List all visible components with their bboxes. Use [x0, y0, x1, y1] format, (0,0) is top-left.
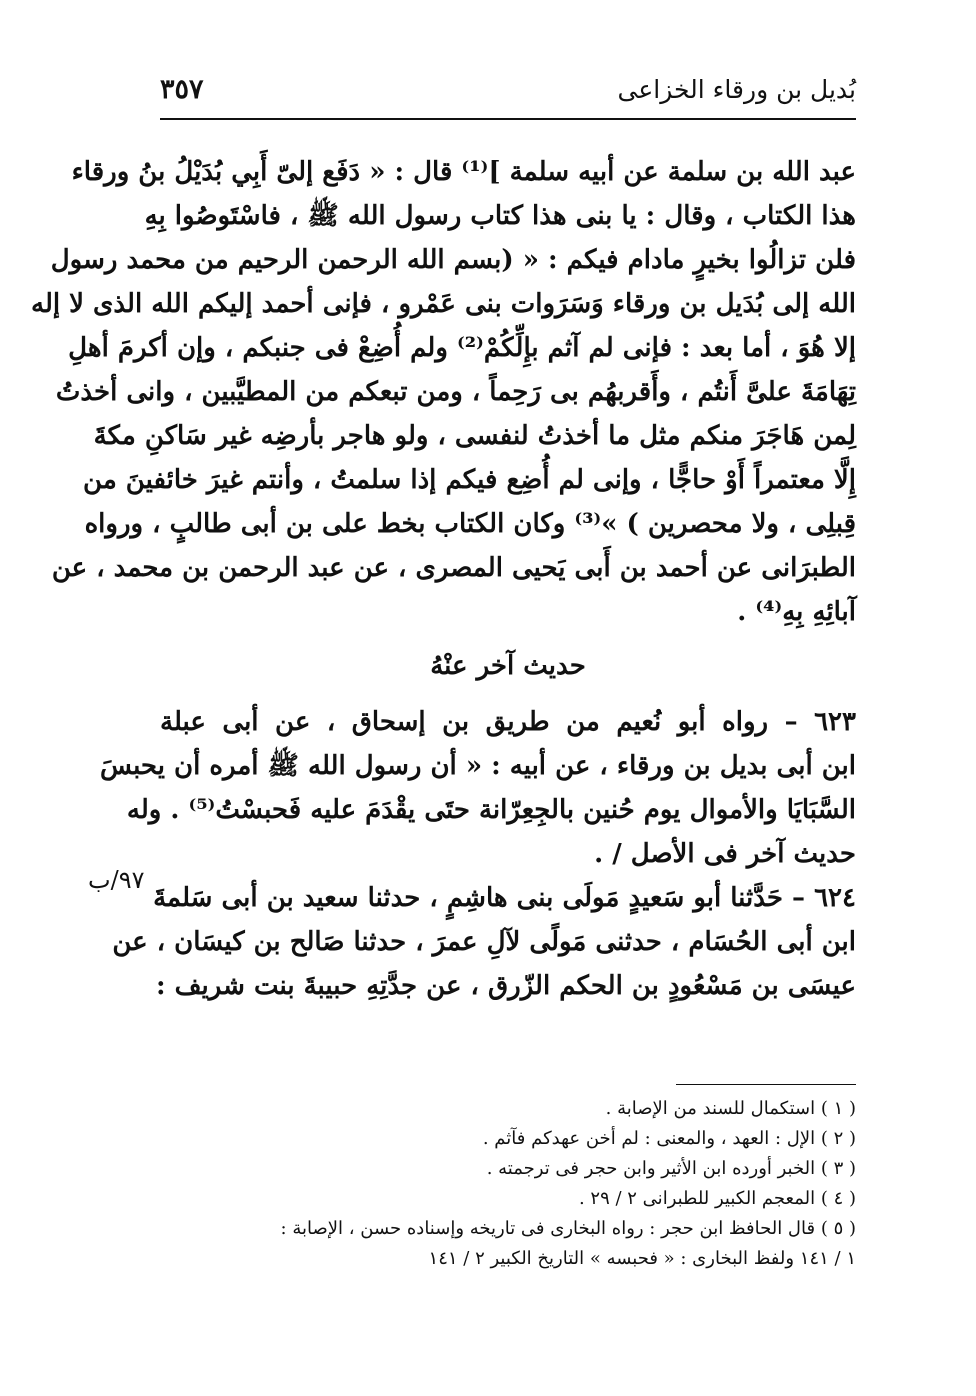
running-title: بُديل بن ورقاء الخزاعى	[617, 74, 856, 104]
text-line: الله إلى بُدَيل بن ورقاء وَسَرَوات بنى عَمْرو ، فإنى أحمد إليكم الله الذى لا إله	[31, 289, 856, 319]
footnote: ( ٤ ) المعجم الكبير للطبرانى ٢ / ٢٩ .	[578, 1188, 856, 1209]
header-rule	[160, 118, 856, 120]
text-line: السَّبَايَا والأموال يوم حُنين بالجِعِرّانة حتَى يقْدَمَ عليه فَحبسْتُ⁽⁵⁾ . وله	[126, 795, 856, 825]
text-line: ابن أبى بديل بن ورقاء ، عن أبيه : « أن رسول الله ﷺ أمره أن يحبسَ	[99, 751, 856, 781]
text-line: عبد الله بن سلمة عن أبيه سلمة ]⁽¹⁾ قال : « دَفَع إلىّ أَبِي بُدَيْلُ بنُ ورقاء	[71, 157, 856, 187]
page-number: ٣٥٧	[160, 73, 204, 105]
footnote: ( ١ ) استكمال للسند من الإصابة .	[605, 1098, 856, 1119]
footnote: ( ٣ ) الخبر أورده ابن الأثير وابن حجر فى ترجمته .	[486, 1158, 856, 1179]
text-line: ابن أبى الحُسَام ، حدثنى مَولًى لآلِ عمرَ ، حدثنا صَالح بن كيسَان ، عن	[112, 927, 856, 957]
text-line: آبائِهِ بِهِ⁽⁴⁾ .	[737, 597, 856, 627]
section-heading: حديث آخر عنْهُ	[430, 651, 586, 681]
text-line: تِهَامَةَ علىَّ أَنتُم ، وأَقربهُم بى رَحِماً ، ومن تبعكم من المطيَّبين ، وانى أخذتُ	[55, 377, 856, 407]
footnote-rule	[676, 1084, 856, 1085]
footnotes	[160, 1094, 856, 1274]
footnote: ( ٥ ) قال الحافظ ابن حجر : رواه البخارى فى تاريخه وإسناده حسن ، الإصابة :	[280, 1218, 856, 1239]
footnote-continuation: ١ / ١٤١ ولفظ البخارى : « فحبسه » التاريخ الكبير ٢ / ١٤١	[428, 1248, 856, 1269]
footnote: ( ٢ ) الإل : العهد ، والمعنى : لم أخن عهدكم فآثم .	[482, 1128, 856, 1149]
text-line: ٦٢٣ – رواه أبو نُعيم من طريق بن إسحاق ، عن أبى عبلة	[160, 707, 856, 737]
text-line: إلا هُوَ ، أما بعد : فإنى لم آثم بإِلِّكُمْ⁽²⁾ ولم أُضِعْ فى جنبكم ، وإن أكرمَ أهلِ	[68, 333, 856, 363]
text-line: حديث آخر فى الأصل / .	[594, 839, 856, 869]
text-line: الطبرَانى عن أحمد بن أَبى يَحيى المصرى ، عن عبد الرحمن بن محمد ، عن	[51, 553, 856, 583]
text-line: فلن تزالُوا بخيرٍ مادام فيكم : « (بسم الله الرحمن الرحيم من محمد رسول	[50, 245, 856, 275]
text-line: هذا الكتاب ، وقال : يا بنى هذا كتاب رسول الله ﷺ ، فاسْتَوصُوا بِهِ	[144, 201, 856, 231]
page-header	[160, 64, 856, 114]
text-line: ٦٢٤ – حَدَّثنا أبو سَعيدٍ مَولَى بنى هاشِمٍ ، حدثنا سعيد بن أبى سَلمةَ	[153, 883, 856, 913]
text-line: لِمن هَاجَرَ منكم مثل ما أخذتُ لنفسى ، ولو هاجر بأرضِه غير سَاكنِ مكةَ	[93, 421, 856, 451]
manuscript-folio-note: ٩٧/ب	[88, 866, 145, 894]
text-line: إِلَّا معتمراً أَوْ حاجًّا ، وإنى لم أُضِع فيكم إذا سلمتُ ، وأنتم غيرَ خائفينَ من	[83, 465, 856, 495]
text-line: قِبلِى ، ولا محصرين ) »⁽³⁾ وكان الكتاب بخط على بن أبى طالبٍ ، ورواه	[84, 509, 856, 539]
text-line: عيسَى بن مَسْعُودٍ بن الحكم الزّرق ، عن جدَّتِهِ حبيبةَ بنت شريف :	[155, 971, 856, 1001]
